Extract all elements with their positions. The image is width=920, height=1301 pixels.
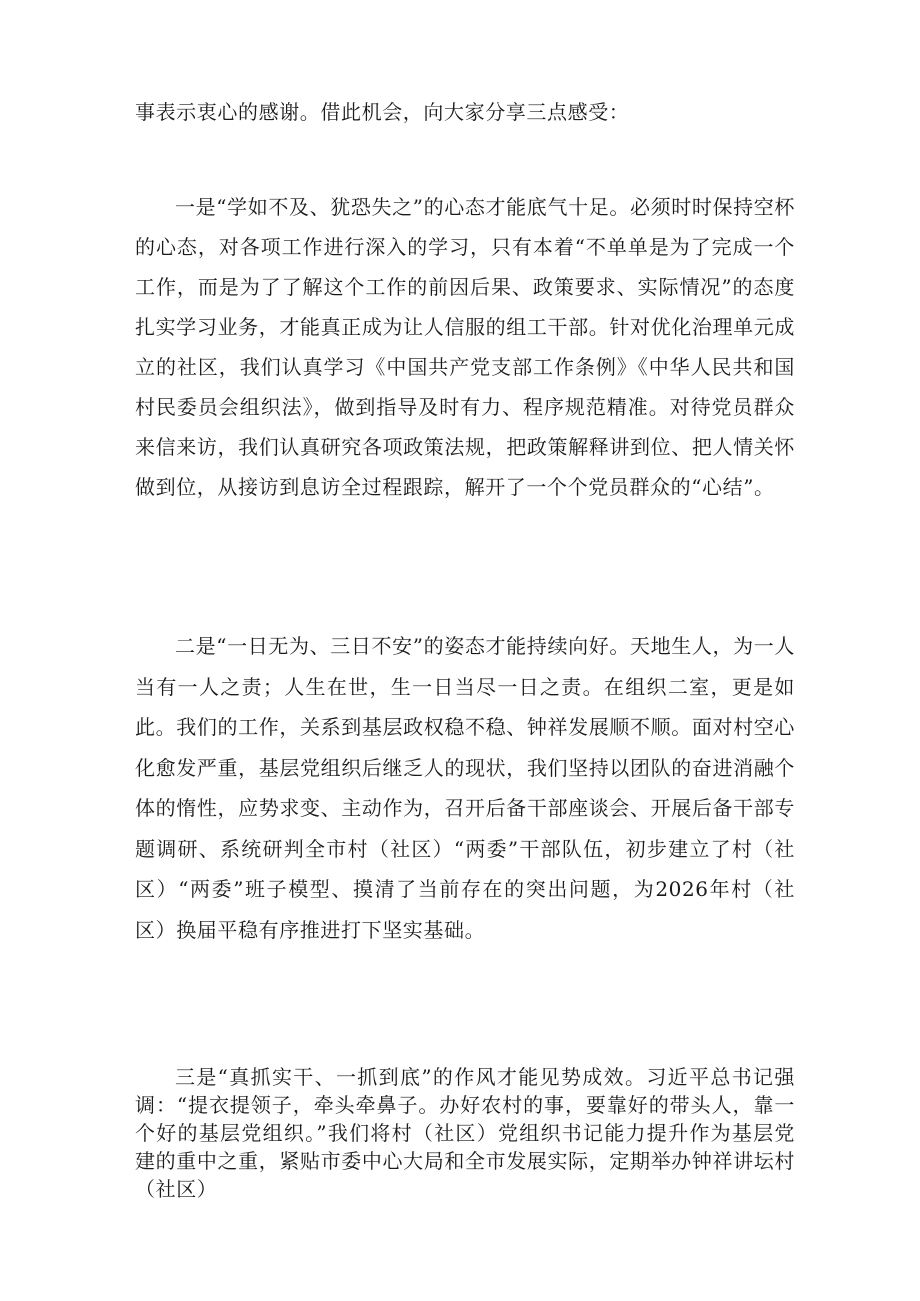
paragraph-one: 一是“学如不及、犹恐失之”的心态才能底气十足。必须时时保持空杯的心态，对各项工作进行深入的学习，只有本着“不单单是为了完成一个工作，而是为了了解这个工作的前因后果、政策要求、实际情况”的态度扎实学习业务，才能真正成为让人信服的组工干部。针对优化治理单元成立的社区，我们认真学习《中国共产党支部工作条例》《中华人民共和国村民委员会组织法》，做到指导及时有力、程序规范精准。对待党员群众来信来访，我们认真研究各项政策法规，把政策解释讲到位、把人情关怀做到位，从接访到息访全过程跟踪，解开了一个个党员群众的“心结”。 xyxy=(135,195,795,499)
paragraph-three: 三是“真抓实干、一抓到底”的作风才能见势成效。习近平总书记强调：“提衣提领子，牵头牵鼻子。办好农村的事，要靠好的带头人，靠一个好的基层党组织。”我们将村（社区）党组织书记能力提升作为基层党建的重中之重，紧贴市委中心大局和全市发展实际，定期举办钟祥讲坛村（社区） xyxy=(135,1065,795,1201)
paragraph-two: 二是“一日无为、三日不安”的姿态才能持续向好。天地生人，为一人当有一人之责；人生在世，生一日当尽一日之责。在组织二室，更是如此。我们的工作，关系到基层政权稳不稳、钟祥发展顺不顺。面对村空心化愈发严重，基层党组织后继乏人的现状，我们坚持以团队的奋进消融个体的惰性，应势求变、主动作为，召开后备干部座谈会、开展后备干部专题调研、系统研判全市村（社区）“两委”干部队伍，初步建立了村（社区）“两委”班子模型、摸清了当前存在的突出问题，为2026年村（社区）换届平稳有序推进打下坚实基础。 xyxy=(135,634,795,942)
intro-line: 事表示衷心的感谢。借此机会，向大家分享三点感受： xyxy=(135,100,630,124)
